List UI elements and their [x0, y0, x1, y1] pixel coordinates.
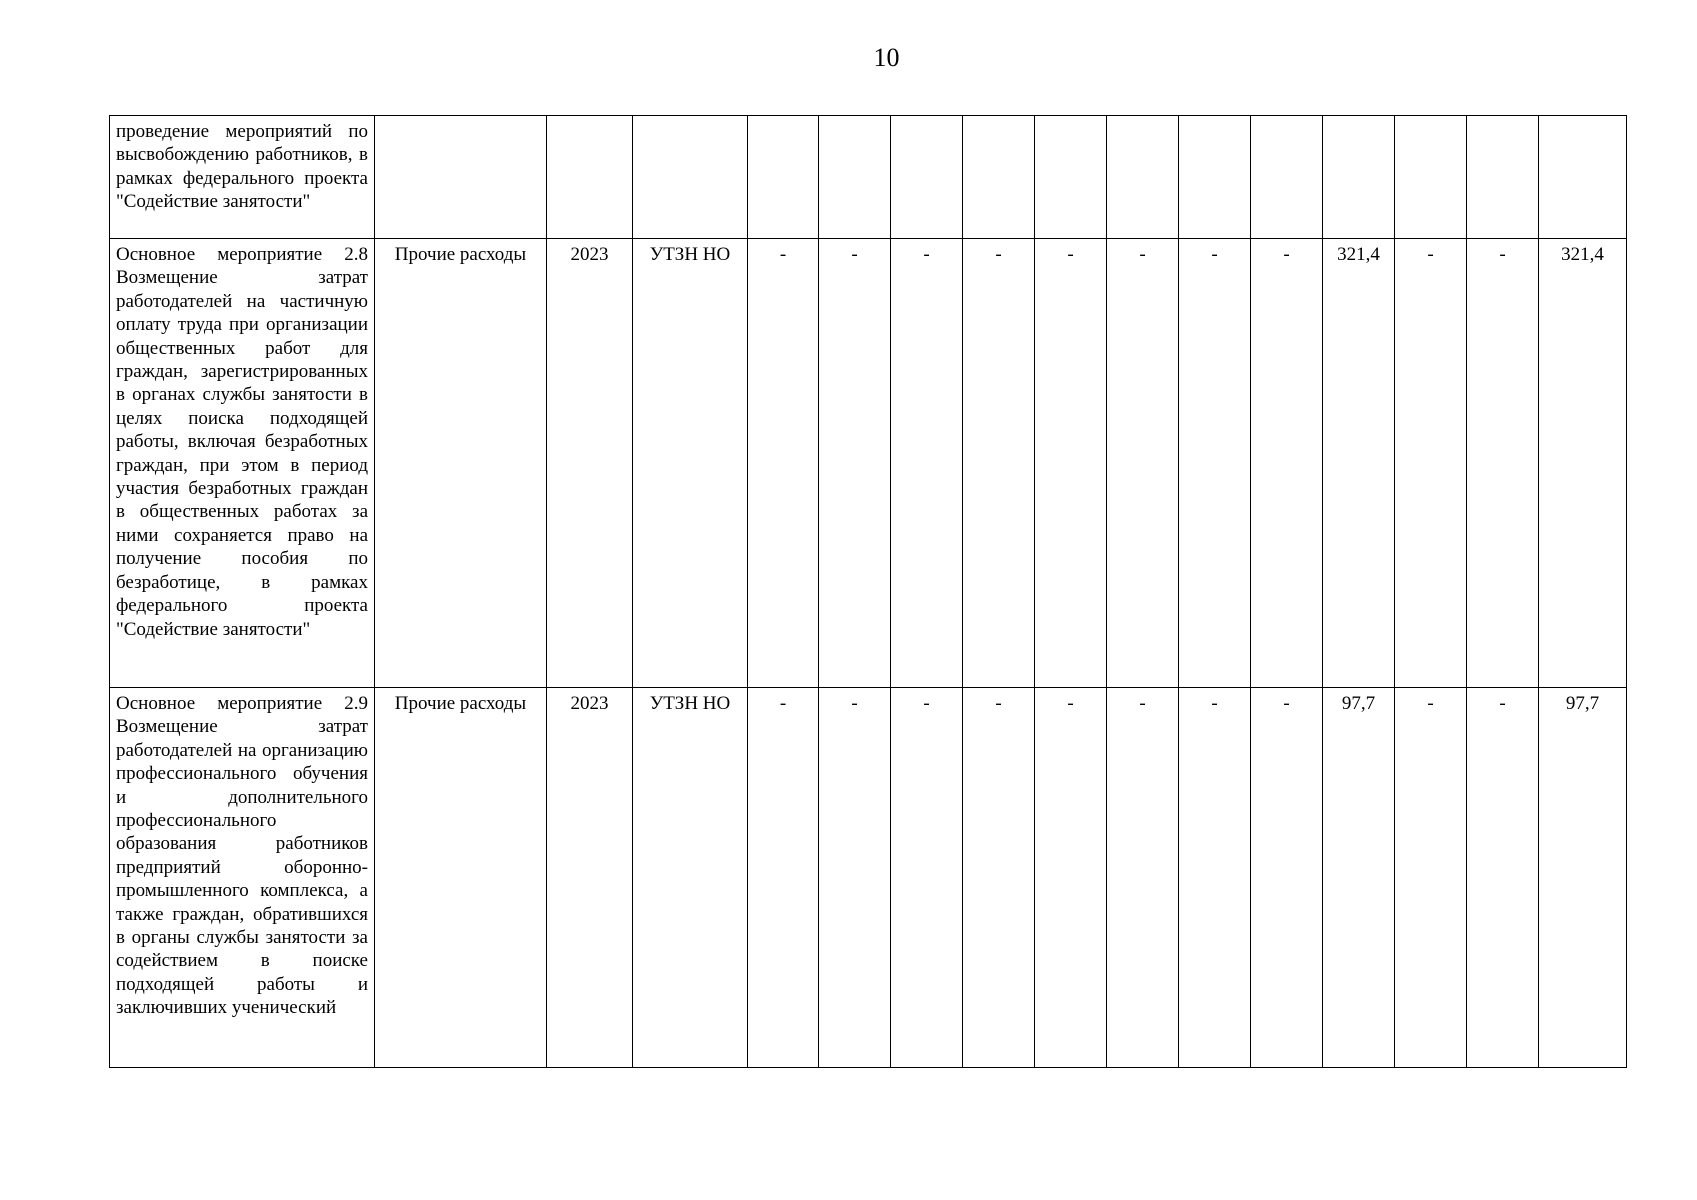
value-cell — [1179, 116, 1251, 239]
value-cell: - — [819, 688, 891, 1068]
value-cell: - — [1395, 239, 1467, 688]
value-cell: - — [1107, 239, 1179, 688]
value-cell — [748, 116, 819, 239]
value-cell — [1035, 116, 1107, 239]
value-cell — [891, 116, 963, 239]
value-cell: - — [1395, 688, 1467, 1068]
value-cell: - — [963, 688, 1035, 1068]
activity-description: проведение мероприятий по высвобождению работников, в рамках федерального проекта "Содействие занятости" — [110, 116, 375, 239]
expense-type-cell: Прочие расходы — [375, 688, 547, 1068]
activity-description: Основное мероприятие 2.9 Возмещение затрат работодателей на организацию профессионального обучения и дополнительного профессионального образования работников предприятий оборонно-промышленного комплекса, а также граждан, обратившихся в органы службы занятости за содействием в поиске подходящей работы и заключивших ученический — [110, 688, 375, 1068]
executor-cell — [633, 116, 748, 239]
value-cell — [1251, 116, 1323, 239]
table-row — [110, 688, 1627, 1068]
value-cell: - — [1179, 688, 1251, 1068]
value-cell: - — [1251, 688, 1323, 1068]
expense-type-cell — [375, 116, 547, 239]
value-cell: - — [891, 688, 963, 1068]
value-cell — [1467, 116, 1539, 239]
value-cell — [963, 116, 1035, 239]
value-cell — [1539, 116, 1627, 239]
value-cell: - — [1467, 688, 1539, 1068]
page-number: 10 — [873, 43, 900, 72]
value-cell: - — [748, 239, 819, 688]
value-cell: - — [748, 688, 819, 1068]
value-cell: - — [1179, 239, 1251, 688]
value-cell: - — [963, 239, 1035, 688]
value-cell: - — [1251, 239, 1323, 688]
value-cell: - — [819, 239, 891, 688]
executor-cell: УТЗН НО — [633, 688, 748, 1068]
expense-type-cell: Прочие расходы — [375, 239, 547, 688]
table-row — [110, 116, 1627, 239]
year-cell: 2023 — [547, 239, 633, 688]
value-cell: - — [891, 239, 963, 688]
table-row — [110, 239, 1627, 688]
value-cell — [1395, 116, 1467, 239]
value-cell: - — [1107, 688, 1179, 1068]
value-cell — [819, 116, 891, 239]
budget-table — [109, 115, 1627, 1068]
executor-cell: УТЗН НО — [633, 239, 748, 688]
value-cell: - — [1467, 239, 1539, 688]
value-cell — [1323, 116, 1395, 239]
year-cell: 2023 — [547, 688, 633, 1068]
value-cell: - — [1035, 688, 1107, 1068]
value-cell: 97,7 — [1323, 688, 1395, 1068]
value-cell — [1107, 116, 1179, 239]
value-cell: 321,4 — [1539, 239, 1627, 688]
year-cell — [547, 116, 633, 239]
value-cell: 97,7 — [1539, 688, 1627, 1068]
value-cell: 321,4 — [1323, 239, 1395, 688]
value-cell: - — [1035, 239, 1107, 688]
activity-description: Основное мероприятие 2.8 Возмещение затрат работодателей на частичную оплату труда при организации общественных работ для граждан, зарегистрированных в органах службы занятости в целях поиска подходящей работы, включая безработных граждан, при этом в период участия безработных граждан в общественных работах за ними сохраняется право на получение пособия по безработице, в рамках федерального проекта "Содействие занятости" — [110, 239, 375, 688]
